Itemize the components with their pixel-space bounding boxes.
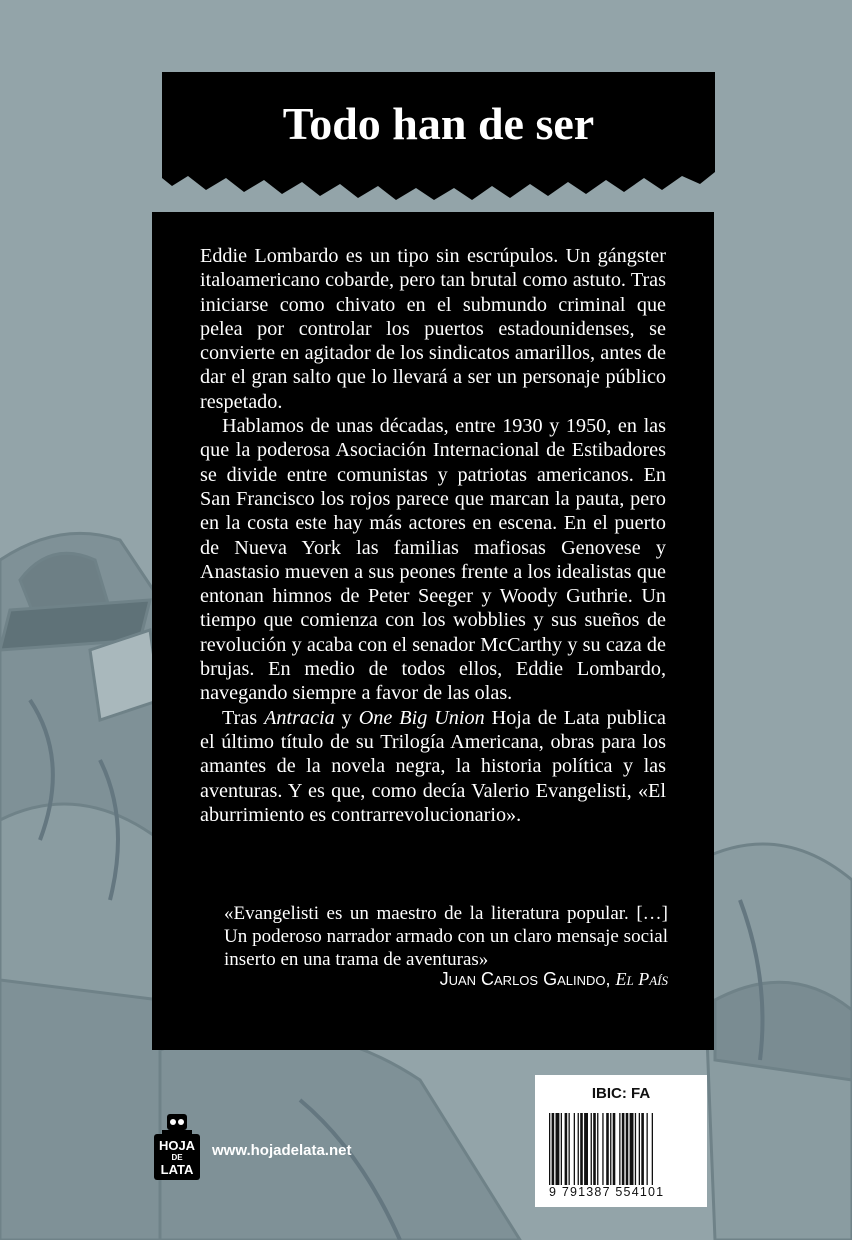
- blurb-p3-part-a: Tras: [222, 706, 265, 729]
- publisher-website: www.hojadelata.net: [212, 1142, 352, 1159]
- barcode-bar: [626, 1113, 629, 1185]
- back-cover-blurb: [200, 244, 666, 827]
- barcode-bar: [610, 1113, 611, 1185]
- logo-text-hoja: HOJA: [158, 1138, 196, 1153]
- logo-text-lata: LATA: [160, 1162, 194, 1177]
- barcode-bar: [597, 1113, 598, 1185]
- barcode-bar: [552, 1113, 555, 1185]
- barcode-bar: [639, 1113, 640, 1185]
- barcode-bar: [561, 1113, 562, 1185]
- barcode-bar: [635, 1113, 636, 1185]
- barcode-bar: [549, 1113, 550, 1185]
- quote-author: Juan Carlos Galindo,: [439, 969, 616, 989]
- barcode-box: [535, 1075, 707, 1207]
- barcode-bar: [574, 1113, 575, 1185]
- barcode-bar: [641, 1113, 644, 1185]
- barcode-bar: [591, 1113, 592, 1185]
- barcode-bar: [652, 1113, 653, 1185]
- review-quote: «Evangelisti es un maestro de la literatura popular. […] Un poderoso narrador armado con un claro mensaje social inserto en una trama de aventuras»: [224, 903, 668, 970]
- barcode-bar: [602, 1113, 603, 1185]
- publisher-logo: [152, 1112, 202, 1182]
- barcode-bar: [556, 1113, 560, 1185]
- quote-attribution: [224, 968, 668, 991]
- barcode-bar: [622, 1113, 625, 1185]
- barcode-bar: [565, 1113, 568, 1185]
- quote-source: El País: [615, 969, 668, 989]
- book-title-one-big-union: One Big Union: [358, 706, 485, 729]
- barcode-bar: [606, 1113, 609, 1185]
- barcode-bar: [569, 1113, 570, 1185]
- book-title-antracia: Antracia: [264, 706, 335, 729]
- barcode-bar: [584, 1113, 588, 1185]
- isbn-digits: 9 791387 554101: [549, 1185, 665, 1199]
- blurb-paragraph-2: Hablamos de unas décadas, entre 1930 y 1950, en las que la poderosa Asociación Internacional de Estibadores se divide entre comunistas y patriotas americanos. En San Francisco los rojos parece que marcan la pauta, pero en la costa este hay más actores en escena. En el puerto de Nueva York las familias mafiosas Genovese y Anastasio mueven a sus peones frente a los idealistas que entonan himnos de Peter Seeger y Woody Guthrie. Un tiempo que comienza con los wobblies y sus sueños de revolución y acaba con el senador McCarthy y su caza de brujas. En medio de todos ellos, Eddie Lombardo, navegando siempre a favor de las olas.: [200, 415, 666, 705]
- book-title: Todo han de ser: [282, 98, 595, 149]
- blurb-paragraph-3: [200, 706, 666, 827]
- barcode-bar: [619, 1113, 620, 1185]
- barcode-bars: [549, 1113, 697, 1185]
- barcode-bar: [578, 1113, 579, 1185]
- logo-text-de: DE: [171, 1153, 183, 1162]
- blurb-p3-part-e: Hoja de Lata publica el último título de su Trilogía Americana, obras para los amantes de la novela negra, la historia política y las aventuras. Y es que, como decía Valerio Evangelisti, «El aburrimiento es contrarrevolucionario».: [200, 706, 666, 826]
- blurb-p3-part-c: y: [334, 706, 359, 729]
- barcode-bar: [647, 1113, 648, 1185]
- blurb-paragraph-1: Eddie Lombardo es un tipo sin escrúpulos. Un gángster italoamericano cobarde, pero tan brutal como astuto. Tras iniciarse como chivato en el submundo criminal que pelea por controlar los puertos estadounidenses, se convierte en agitador de los sindicatos amarillos, antes de dar el gran salto que lo llevará a ser un personaje público respetado.: [200, 245, 666, 413]
- barcode-bar: [613, 1113, 616, 1185]
- barcode-bar: [593, 1113, 596, 1185]
- barcode-bar: [580, 1113, 583, 1185]
- barcode-bar: [630, 1113, 634, 1185]
- ibic-code: IBIC: FA: [591, 1085, 651, 1102]
